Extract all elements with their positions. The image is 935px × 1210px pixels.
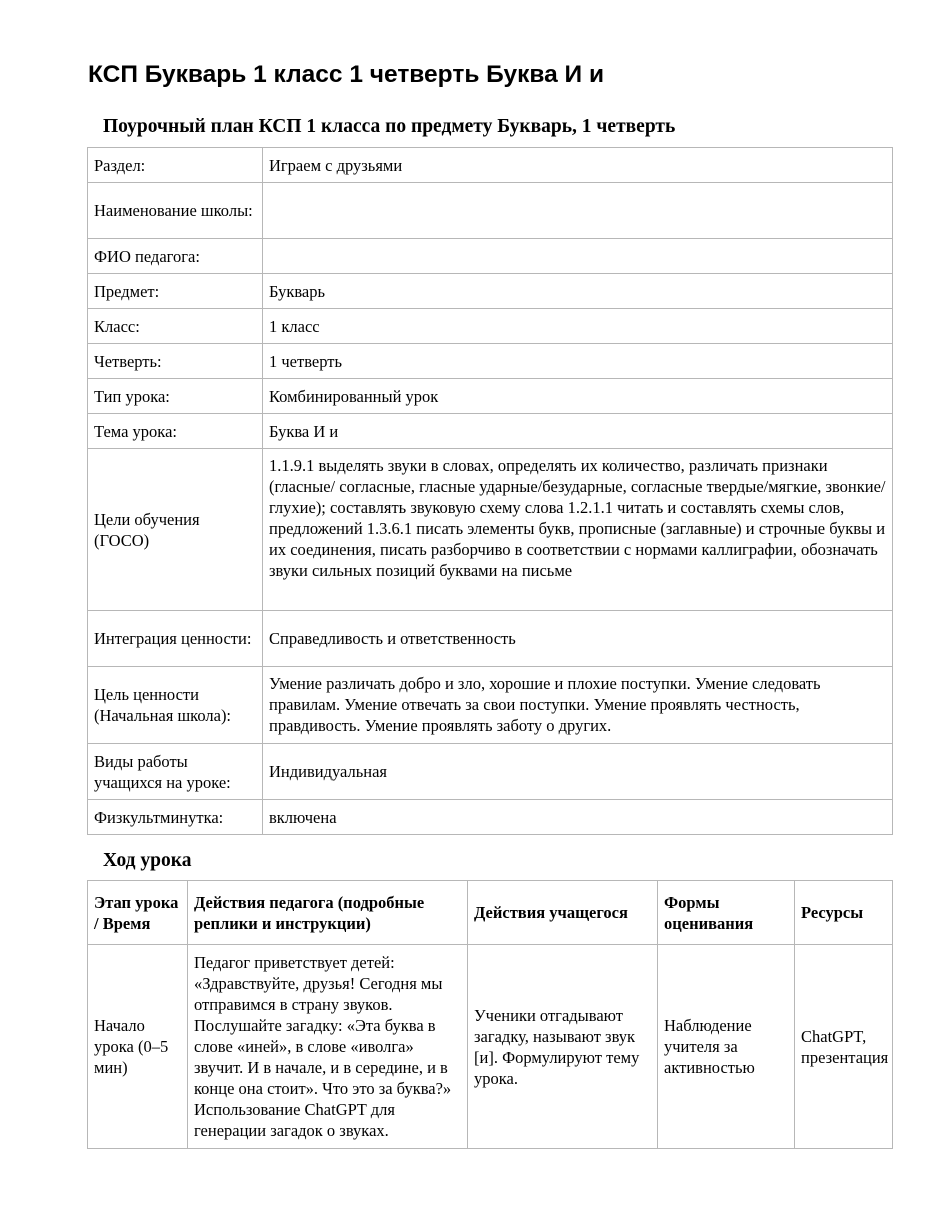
column-header-assessment: Формы оценивания [658, 881, 795, 945]
assessment-form: Наблюдение учителя за активностью [658, 945, 795, 1149]
info-row-value-goal [88, 667, 893, 744]
info-label: Виды работы учащихся на уроке: [88, 744, 263, 800]
info-value: Играем с друзьями [263, 148, 893, 183]
lesson-plan-heading: Поурочный план КСП 1 класса по предмету Букварь, 1 четверть [103, 116, 676, 137]
lesson-course-table [87, 880, 893, 1149]
info-label: ФИО педагога: [88, 239, 263, 274]
column-header-stage: Этап урока / Время [88, 881, 188, 945]
lesson-stage: Начало урока (0–5 мин) [88, 945, 188, 1149]
lesson-course-heading: Ход урока [103, 850, 192, 871]
info-row-section [88, 148, 893, 183]
info-value: 1 четверть [263, 344, 893, 379]
info-value: Умение различать добро и зло, хорошие и плохие поступки. Умение следовать правилам. Умение отвечать за свои поступки. Умение проявлять честность, правдивость. Умение проявлять заботу о других. [263, 667, 893, 744]
info-row-grade [88, 309, 893, 344]
info-row-topic [88, 414, 893, 449]
info-row-value-integration [88, 611, 893, 667]
info-value: включена [263, 800, 893, 835]
info-row-subject [88, 274, 893, 309]
info-label: Цель ценности (Начальная школа): [88, 667, 263, 744]
info-label: Физкультминутка: [88, 800, 263, 835]
info-row-exercise-break [88, 800, 893, 835]
info-value: Букварь [263, 274, 893, 309]
info-row-work-types [88, 744, 893, 800]
info-value [263, 239, 893, 274]
table-row [88, 945, 893, 1149]
info-label: Предмет: [88, 274, 263, 309]
info-value: Индивидуальная [263, 744, 893, 800]
info-label: Класс: [88, 309, 263, 344]
info-label: Тема урока: [88, 414, 263, 449]
info-label: Наименование школы: [88, 183, 263, 239]
info-row-quarter [88, 344, 893, 379]
info-value: 1.1.9.1 выделять звуки в словах, определять их количество, различать признаки (гласные/ согласные, гласные ударные/безударные, согласные твердые/мягкие, звонкие/глухие); составлять звуковую схему слова 1.2.1.1 читать и составлять схемы слов, предложений 1.3.6.1 писать элементы букв, прописные (заглавные) и строчные буквы и их соединения, писать разборчиво в соответствии с нормами каллиграфии, обозначать звуки сильных позиций буквами на письме [263, 449, 893, 611]
info-label: Цели обучения (ГОСО) [88, 449, 263, 611]
info-value: 1 класс [263, 309, 893, 344]
student-actions: Ученики отгадывают загадку, называют звук [и]. Формулируют тему урока. [468, 945, 658, 1149]
info-label: Четверть: [88, 344, 263, 379]
column-header-teacher-actions: Действия педагога (подробные реплики и инструкции) [188, 881, 468, 945]
column-header-student-actions: Действия учащегося [468, 881, 658, 945]
info-value: Справедливость и ответственность [263, 611, 893, 667]
info-value: Буква И и [263, 414, 893, 449]
document-title: КСП Букварь 1 класс 1 четверть Буква И и [88, 61, 605, 88]
info-label: Раздел: [88, 148, 263, 183]
resources: ChatGPT, презентация [795, 945, 893, 1149]
info-label: Интеграция ценности: [88, 611, 263, 667]
lesson-table-header-row [88, 881, 893, 945]
info-row-teacher [88, 239, 893, 274]
column-header-resources: Ресурсы [795, 881, 893, 945]
lesson-info-table [87, 147, 893, 835]
info-value [263, 183, 893, 239]
teacher-actions: Педагог приветствует детей: «Здравствуйте, друзья! Сегодня мы отправимся в страну звуков. Послушайте загадку: «Эта буква в слове «иней», в слове «иволга» звучит. И в начале, и в середине, и в конце она стоит». Что это за буква?» Использование ChatGPT для генерации загадок о звуках. [188, 945, 468, 1149]
info-value: Комбинированный урок [263, 379, 893, 414]
info-row-lesson-type [88, 379, 893, 414]
info-label: Тип урока: [88, 379, 263, 414]
info-row-learning-goals [88, 449, 893, 611]
info-row-school [88, 183, 893, 239]
